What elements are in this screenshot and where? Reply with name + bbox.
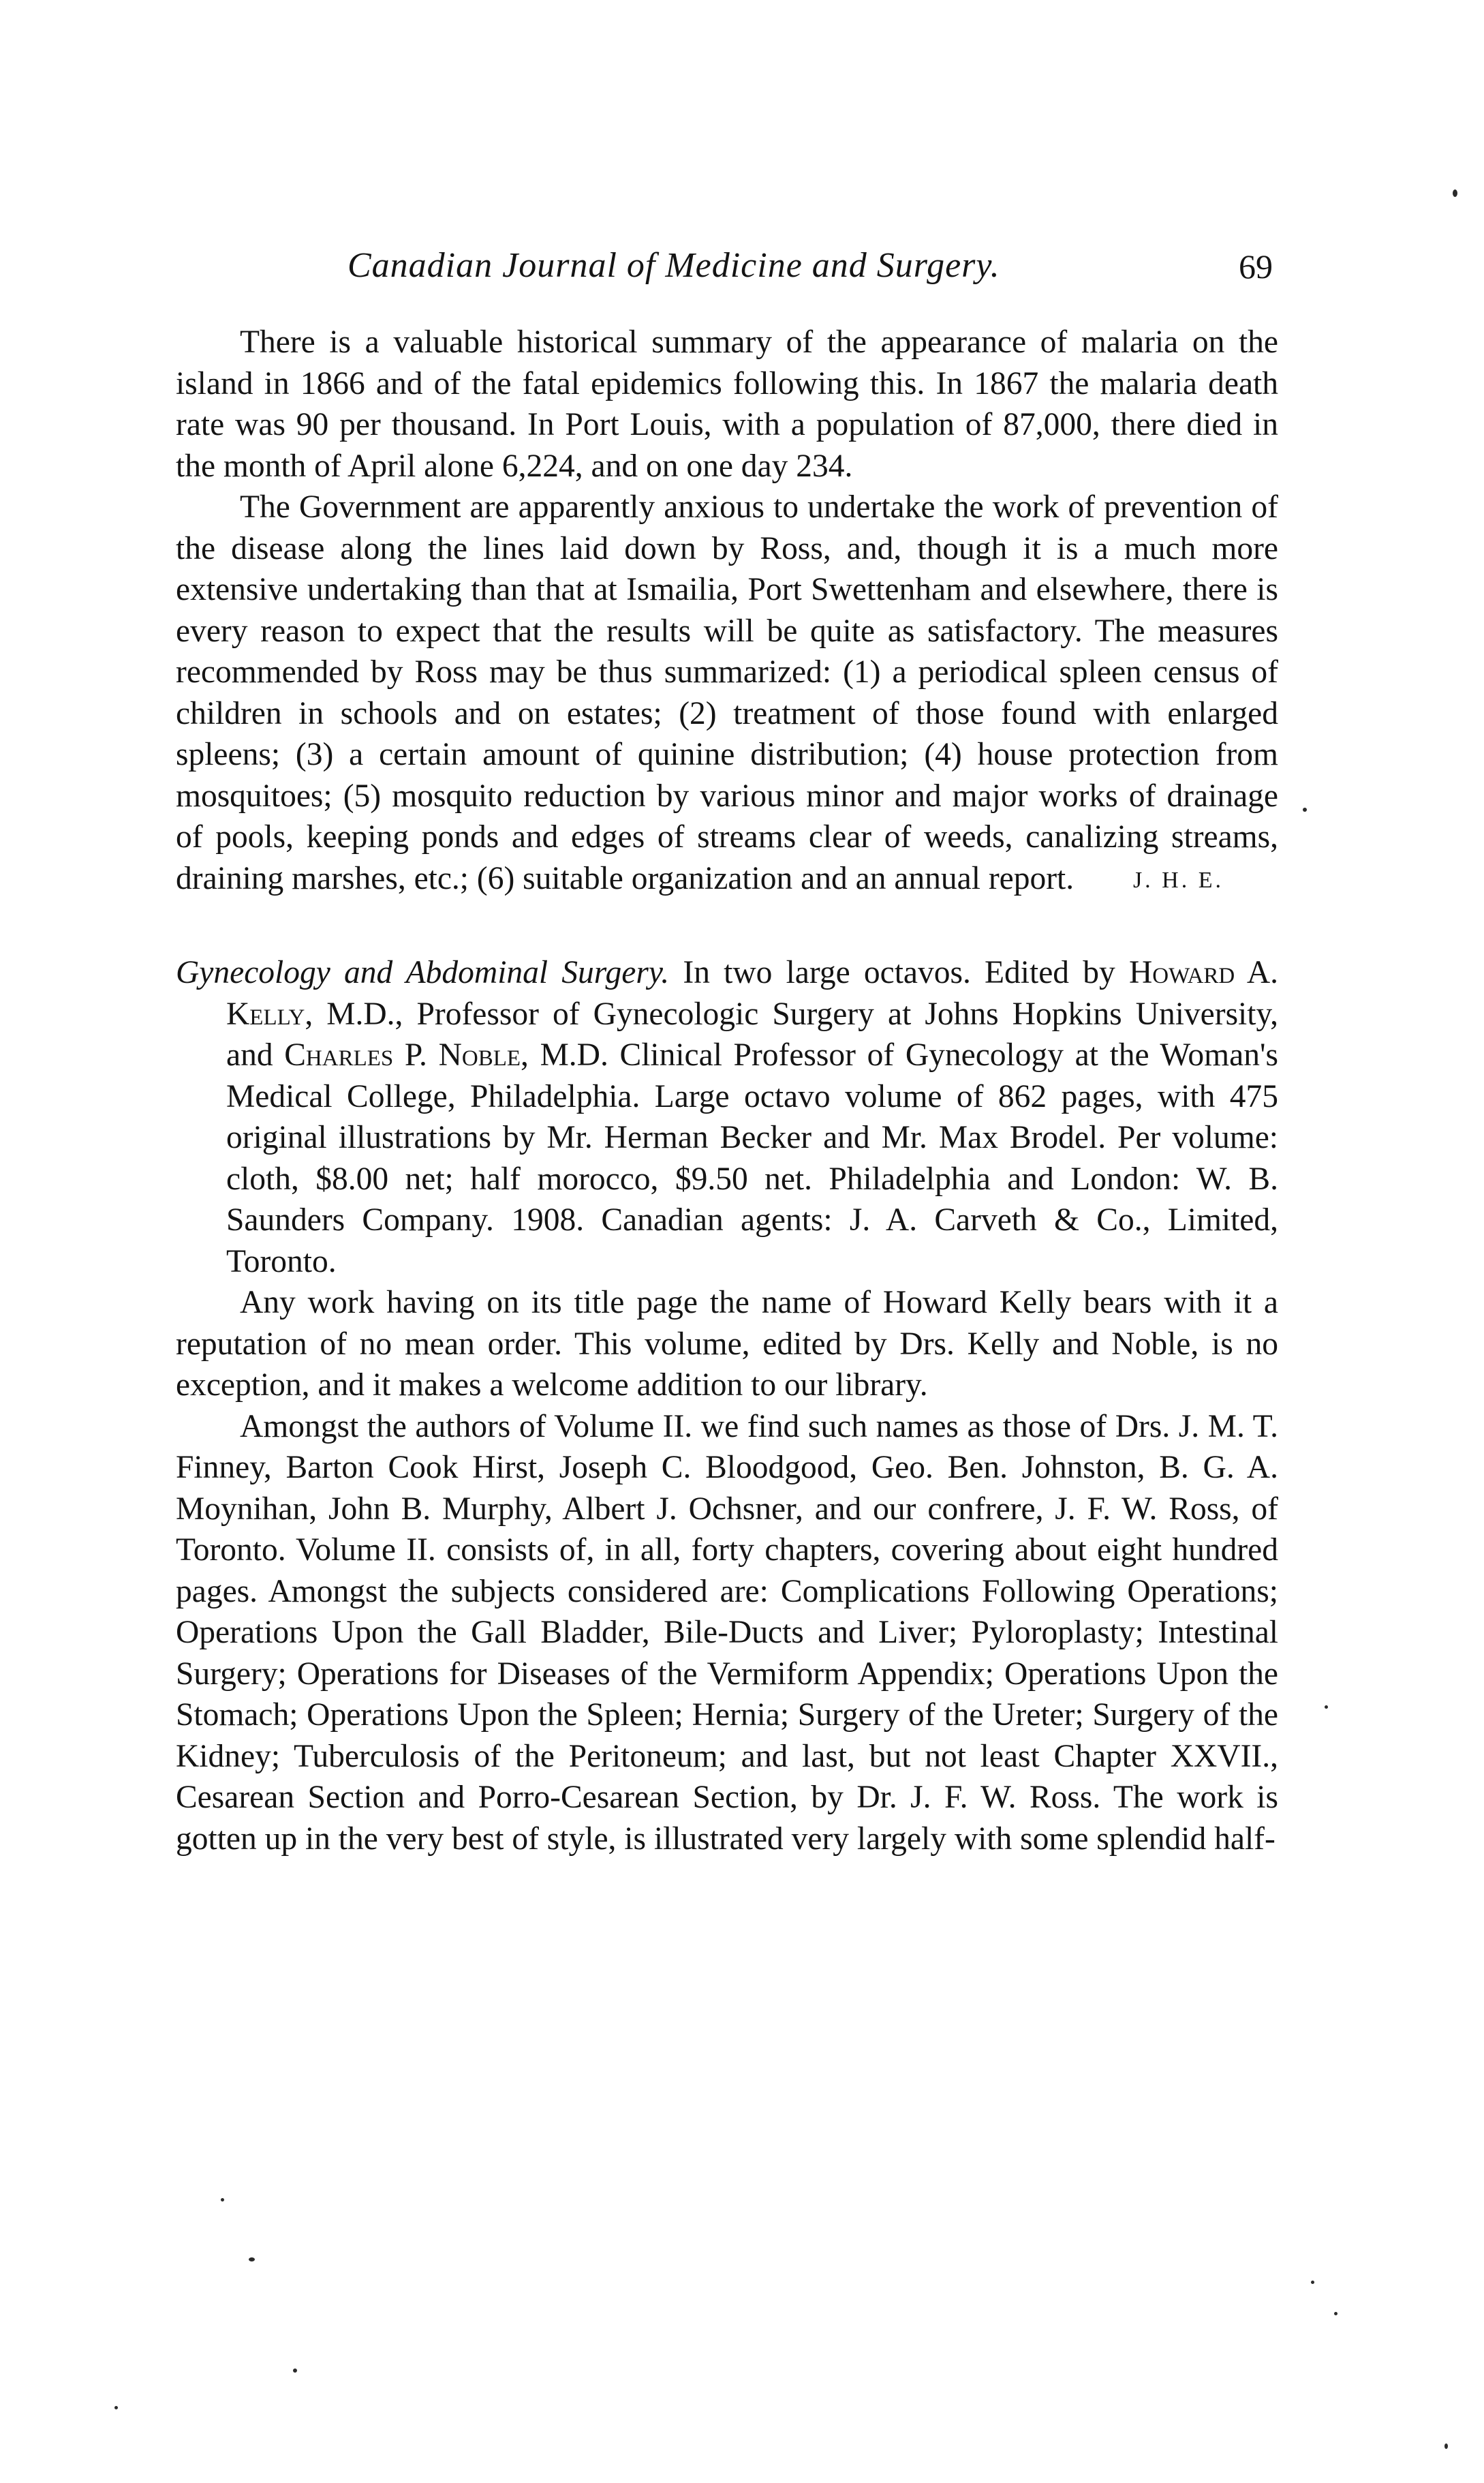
editor-noble: Charles P. Noble	[284, 1037, 521, 1073]
scan-speck	[1325, 1705, 1328, 1709]
author-initials: J. H. E.	[1132, 868, 1224, 893]
editor-kelly-description: , M.D., Professor of Gynecologic Surgery at Johns Hopkins University, and	[226, 996, 1278, 1073]
book-format: In two large octavos. Edited by	[669, 955, 1129, 990]
paragraph-prevention-measures: The Government are apparently anxious to undertake the work of prevention of the disease along the lines laid down by Ross, and, though it is a much more extensive undertaking than that at Ismailia, Port Swettenham and elsewhere, there is every reason to expect that the results will be quite as satisfactory. The measures recommended by Ross may be thus summarized: (1) a periodical spleen census of children in schools and on estates; (2) treatment of those found with enlarged spleens; (3) a certain amount of quinine distribution; (4) house protection from mosquitoes; (5) mosquito reduction by various minor and major works of drainage of pools, keeping ponds and edges of streams clear of weeds, canalizing streams, draining marshes, etc.; (6) suitable organization and an annual report.	[176, 489, 1278, 896]
paragraph-malaria-history: There is a valuable historical summary of the appearance of malaria on the island in 1866 and of the fatal epidemics following this. In 1867 the malaria death rate was 90 per thousand. In Port Louis, with a population of 87,000, there died in the month of April alone 6,224, and on one day 234.	[176, 324, 1278, 484]
scan-speck	[293, 2368, 297, 2373]
page-number: 69	[1239, 247, 1273, 286]
scan-speck	[1444, 2443, 1448, 2449]
editor-kelly: Howard A. Kelly	[226, 955, 1279, 1032]
scan-speck	[221, 2198, 224, 2202]
scan-speck	[1303, 808, 1307, 812]
scan-speck	[1453, 189, 1457, 197]
paragraph-review-intro: Any work having on its title page the name of Howard Kelly bears with it a reputation of no mean order. This volume, edited by Drs. Kelly and Noble, is no exception, and it makes a welcome addition to our library.	[176, 1285, 1278, 1403]
body-text	[176, 322, 1278, 1859]
scan-speck	[114, 2406, 118, 2409]
scan-speck	[1311, 2281, 1314, 2284]
publication-details: , M.D. Clinical Professor of Gynecology at the Woman's Medical College, Philadelphia. Large octavo volume of 862 pages, with 475 original illustrations by Mr. Herman Becker and Mr. Max Brodel. Per volume: cloth, $8.00 net; half morocco, $9.50 net. Philadelphia and London: W. B. Saunders Company. 1908. Canadian agents: J. A. Carveth & Co., Limited, Toronto.	[226, 1037, 1278, 1279]
paragraph-review-contents: Amongst the authors of Volume II. we find such names as those of Drs. J. M. T. Finney, Barton Cook Hirst, Joseph C. Bloodgood, Geo. Ben. Johnston, B. G. A. Moynihan, John B. Murphy, Albert J. Ochsner, and our confrere, J. F. W. Ross, of Toronto. Volume II. consists of, in all, forty chapters, covering about eight hundred pages. Amongst the subjects considered are: Complications Following Operations; Operations Upon the Gall Bladder, Bile-Ducts and Liver; Pyloroplasty; Intestinal Surgery; Operations for Diseases of the Vermiform Appendix; Operations Upon the Stomach; Operations Upon the Spleen; Hernia; Surgery of the Ureter; Surgery of the Kidney; Tuberculosis of the Peritoneum; and last, but not least Chapter XXVII., Cesarean Section and Porro-Cesarean Section, by Dr. J. F. W. Ross. The work is gotten up in the very best of style, is illustrated very largely with some splendid half-	[176, 1408, 1278, 1857]
scan-speck	[249, 2257, 255, 2261]
running-title: Canadian Journal of Medicine and Surgery.	[347, 246, 1000, 285]
scan-speck	[1334, 2312, 1338, 2315]
book-review-heading	[176, 952, 1278, 1282]
book-title: Gynecology and Abdominal Surgery.	[176, 955, 670, 990]
